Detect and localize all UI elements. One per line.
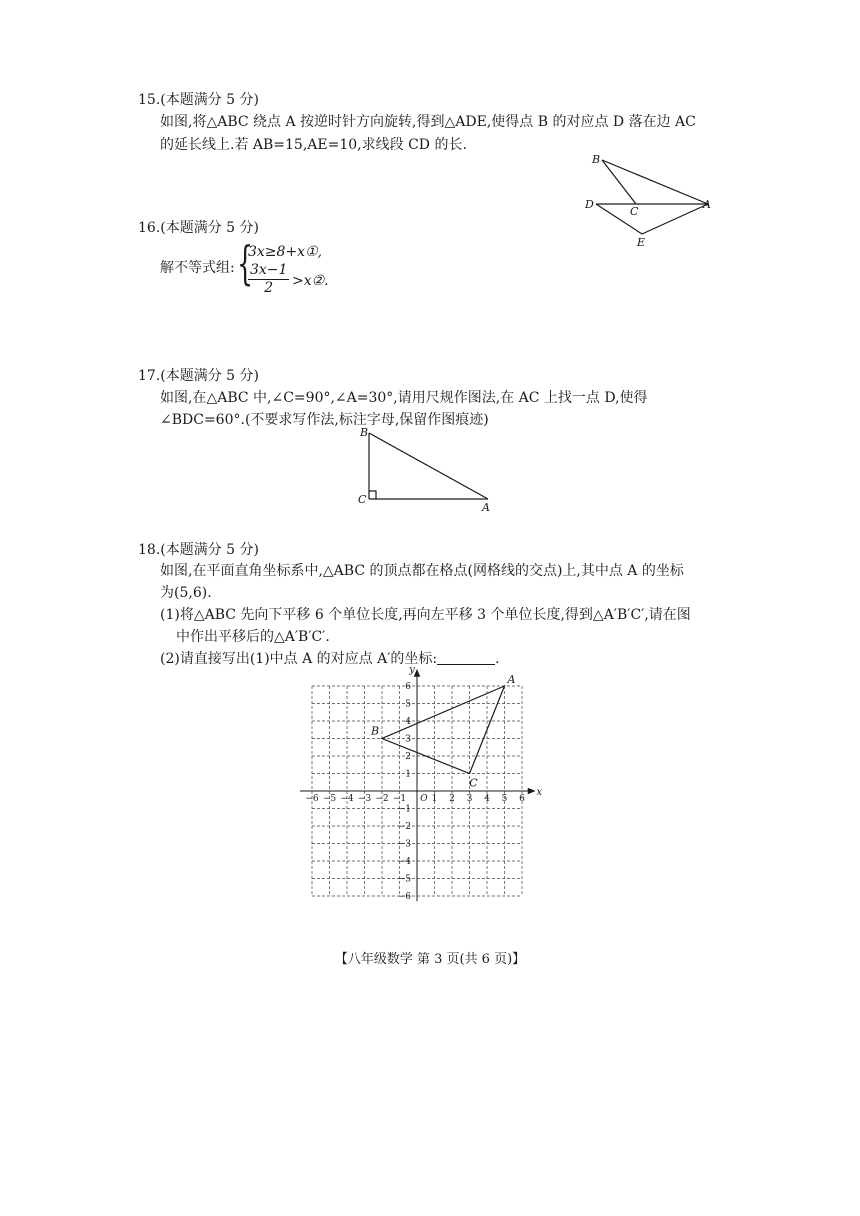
x-tick-label: −4 [340,794,354,804]
q15-label-e: E [637,236,646,249]
x-tick-label: −5 [322,794,337,804]
q16-fraction [248,262,289,297]
q15-text-line1: 如图,将△ABC 绕点 A 按逆时针方向旋转,得到△ADE,使得点 B 的对应点 D 落在边 AC [160,114,696,130]
x-tick-label: −1 [392,794,407,804]
segment-ba [602,160,708,204]
y-axis-label: y [409,664,415,676]
x-tick-label: 6 [519,794,525,804]
y-tick-label: −6 [397,892,411,902]
y-tick-label: −3 [397,839,411,850]
q18-text-line2: 为(5,6). [160,585,212,601]
coordinate-grid [300,664,562,914]
q16-header: 16.(本题满分 5 分) [138,220,259,236]
point-label-b: B [370,724,380,738]
q18-part1-line1: (1)将△ABC 先向下平移 6 个单位长度,再向左平移 3 个单位长度,得到△A′B′C′,请在图 [160,607,691,623]
q17-text-line2: ∠BDC=60°.(不要求写作法,标注字母,保留作图痕迹) [160,412,489,428]
x-tick-label: −2 [375,794,389,804]
y-tick-label: 6 [405,682,411,692]
q17-label-c: C [358,493,367,506]
y-tick-label: −1 [397,804,411,815]
q15-label-c: C [630,205,639,218]
q17-header: 17.(本题满分 5 分) [138,368,259,384]
q16-fraction-denominator: 2 [264,280,274,296]
y-tick-label: 5 [405,699,411,710]
q15-label-b: B [592,153,601,166]
x-axis-label: x [536,787,543,798]
segment-ba [369,433,488,499]
x-tick-label: 1 [431,794,438,804]
q16-inequality-1: 3x≥8+x①, [248,244,323,260]
x-tick-label: 2 [449,794,455,804]
y-tick-label: −5 [397,874,411,885]
x-tick-label: 4 [484,794,490,804]
q18-text-line1: 如图,在平面直角坐标系中,△ABC 的顶点都在格点(网格线的交点)上,其中点 A 的坐标 [160,563,684,579]
x-axis-arrow [528,789,534,794]
y-axis-arrow [415,670,420,676]
right-angle-mark [369,491,376,499]
x-tick-label: −6 [305,794,319,804]
q15-figure [580,150,720,250]
segment-ea [642,204,708,234]
triangle-abc [382,686,505,774]
origin-label: O [420,794,428,804]
q18-part2-text: (2)请直接写出(1)中点 A 的对应点 A′的坐标: [160,651,438,667]
q18-header: 18.(本题满分 5 分) [138,542,259,558]
q15-header: 15.(本题满分 5 分) [138,92,259,108]
q15-label-d: D [585,198,594,211]
answer-blank[interactable] [437,650,495,665]
y-tick-label: −4 [397,857,411,867]
y-tick-label: 1 [405,769,411,780]
y-tick-label: −2 [397,822,411,832]
y-tick-label: 3 [405,734,411,745]
x-tick-label: −3 [357,794,372,804]
x-tick-label: 3 [466,794,473,804]
q16-prompt: 解不等式组: [160,260,235,276]
q18-part2-end: . [495,651,500,667]
x-tick-label: 5 [501,794,508,804]
y-tick-label: 4 [405,717,411,727]
q17-label-a: A [482,501,490,514]
q17-text-line1: 如图,在△ABC 中,∠C=90°,∠A=30°,请用尺规作图法,在 AC 上找一点 D,使得 [160,390,648,406]
q17-label-b: B [360,426,369,439]
point-label-a: A [507,673,516,686]
page-footer: 【八年级数学 第 3 页(共 6 页)】 [334,952,526,967]
q18-part1-line2: 中作出平移后的△A′B′C′. [176,629,330,645]
q16-fraction-numerator: 3x−1 [250,262,288,278]
q17-figure [355,425,500,515]
q15-text-line2: 的延长线上.若 AB=15,AE=10,求线段 CD 的长. [160,137,467,153]
q16-inequality-2-rest: >x②. [292,273,329,289]
system-brace: { [237,236,254,290]
q15-label-a: A [703,198,711,211]
y-tick-label: 2 [405,752,411,762]
point-label-c: C [469,776,478,790]
